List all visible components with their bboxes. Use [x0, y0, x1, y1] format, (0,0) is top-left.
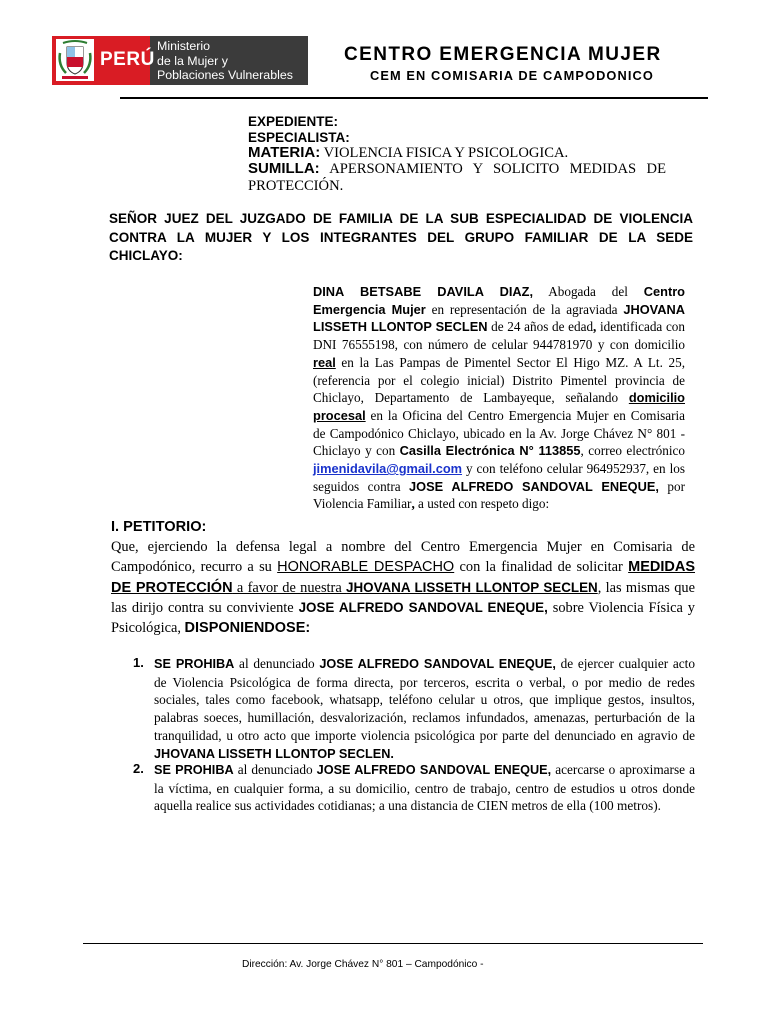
footer-divider	[83, 943, 703, 944]
logo-line-1: Ministerio	[157, 39, 211, 53]
petitorio-text: Que, ejerciendo la defensa legal a nombre del Centro Emergencia Mujer en Comisaria de Campodónico, recurro a su	[111, 539, 695, 575]
item-number: 1.	[133, 655, 144, 670]
list-item	[154, 761, 695, 815]
intro-text: ,	[593, 319, 597, 335]
logo-red-block	[52, 36, 155, 85]
intro-victim-name: JHOVANA LISSETH LLONTOP SECLEN	[313, 301, 685, 335]
intro-center-name: Centro Emergencia Mujer	[313, 284, 685, 317]
item-victim-name: JHOVANA LISSETH LLONTOP SECLEN.	[154, 746, 394, 761]
item-defendant-name: JOSE ALFREDO SANDOVAL ENEQUE,	[319, 657, 556, 671]
intro-text: de 24 años de edad	[487, 319, 594, 335]
logo-line-2: de la Mujer y	[157, 53, 228, 68]
intro-text: en la Oficina del Centro Emergencia Mujer en Comisaria de Campodónico Chiclayo, ubicado en la Av. Jorge Chávez N° 801 - Chiclayo y con	[313, 407, 685, 459]
document-subtitle: CEM EN COMISARIA DE CAMPODONICO	[370, 68, 654, 83]
intro-text: Abogada del	[533, 284, 644, 299]
item-prohibition: SE PROHIBA	[154, 657, 235, 671]
ministry-logo	[52, 36, 308, 85]
logo-ministry-text	[150, 36, 308, 85]
expediente-label: EXPEDIENTE:	[248, 114, 339, 129]
petitorio-text: a favor de nuestra	[232, 579, 347, 596]
intro-text: en la Las Pampas de Pimentel Sector El Higo MZ. A Lt. 25, (referencia por el colegio inicial) Distrito Pimentel provincia de Chiclayo, Departamento de Lambayeque, señalando	[313, 354, 685, 406]
especialista-label: ESPECIALISTA:	[248, 130, 350, 145]
document-title: CENTRO EMERGENCIA MUJER	[344, 44, 662, 65]
coat-of-arms-icon	[56, 39, 94, 81]
petitorio-text: con la finalidad de solicitar	[454, 558, 629, 575]
intro-paragraph	[313, 283, 685, 513]
item-prohibition: SE PROHIBA	[154, 763, 234, 777]
footer-address: Dirección: Av. Jorge Chávez N° 801 – Campodónico -	[242, 959, 484, 970]
petitorio-despacho: HONORABLE DESPACHO	[277, 558, 455, 575]
petitorio-victim-name: JHOVANA LISSETH LLONTOP SECLEN	[346, 579, 598, 595]
intro-text: en representación de la agraviada	[425, 301, 624, 317]
item-text: al denunciado	[233, 762, 317, 777]
petitorio-paragraph	[111, 538, 695, 639]
materia-value: VIOLENCIA FISICA Y PSICOLOGICA.	[320, 145, 569, 161]
logo-country-text: PERÚ	[100, 49, 155, 70]
intro-defendant-name: JOSE ALFREDO SANDOVAL ENEQUE,	[409, 478, 659, 494]
intro-real-label: real	[313, 354, 336, 370]
item-text: acercarse o aproximarse a la víctima, en cualquier forma, a su domicilio, centro de trabajo, centro de estudios u otros donde aquella realice sus actividades cotidianas; a una distancia de CIEN metros de ella (100 metros).	[154, 762, 695, 814]
intro-casilla: Casilla Electrónica N° 113855	[399, 443, 581, 459]
header-divider	[120, 97, 708, 99]
logo-line-3: Poblaciones Vulnerables	[157, 68, 293, 82]
email-link[interactable]: jimenidavila@gmail.com	[313, 461, 463, 477]
item-number: 2.	[133, 761, 144, 776]
item-defendant-name: JOSE ALFREDO SANDOVAL ENEQUE,	[316, 763, 552, 777]
sumilla-value: APERSONAMIENTO Y SOLICITO MEDIDAS DE PROTECCIÓN.	[248, 161, 666, 194]
intro-text: a usted con respeto digo:	[414, 496, 550, 512]
list-item	[154, 655, 695, 763]
petitorio-text: sobre Violencia Física y Psicológica,	[111, 600, 695, 637]
intro-text: y con teléfono celular 964952937, en los seguidos contra	[313, 461, 685, 494]
intro-text: , correo electrónico	[580, 443, 685, 459]
court-address: SEÑOR JUEZ DEL JUZGADO DE FAMILIA DE LA SUB ESPECIALIDAD DE VIOLENCIA CONTRA LA MUJER Y LOS INTEGRANTES DEL GRUPO FAMILIAR DE LA SEDE CHICLAYO:	[109, 211, 693, 263]
materia-label: MATERIA:	[248, 144, 321, 161]
item-text: de ejercer cualquier acto de Violencia Psicológica de forma directa, por terceros, escrita o verbal, o por medio de redes sociales, tales como facebook, whatsapp, teléfono celular u otros, que implique gestos, insultos, palabras soeces, humillación, desvalorización, reclamos infundados, amenazas, perturbación de la tranquilidad, u otro acto que importe violencia psicológica por parte del denunciado en agravio de	[154, 656, 695, 743]
petitorio-disponiendose: DISPONIENDOSE:	[184, 620, 311, 637]
sumilla-line	[248, 160, 666, 195]
item-text: al denunciado	[234, 656, 320, 671]
intro-lawyer-name: DINA BETSABE DAVILA DIAZ,	[313, 284, 534, 299]
petitorio-text: , las mismas que las dirijo contra su conviviente	[111, 579, 695, 617]
section-title-petitorio: I. PETITORIO:	[111, 519, 207, 535]
petitorio-defendant-name: JOSE ALFREDO SANDOVAL ENEQUE,	[298, 600, 548, 616]
petitorio-medidas: MEDIDAS DE PROTECCIÓN	[111, 558, 695, 596]
intro-procesal-label: domicilio procesal	[313, 390, 685, 423]
intro-text: por Violencia Familiar	[313, 478, 685, 512]
sumilla-label: SUMILLA:	[248, 160, 320, 177]
intro-text: identificada con DNI 76555198, con número de celular 944781970 y con domicilio	[313, 319, 685, 353]
intro-text: ,	[411, 496, 415, 512]
